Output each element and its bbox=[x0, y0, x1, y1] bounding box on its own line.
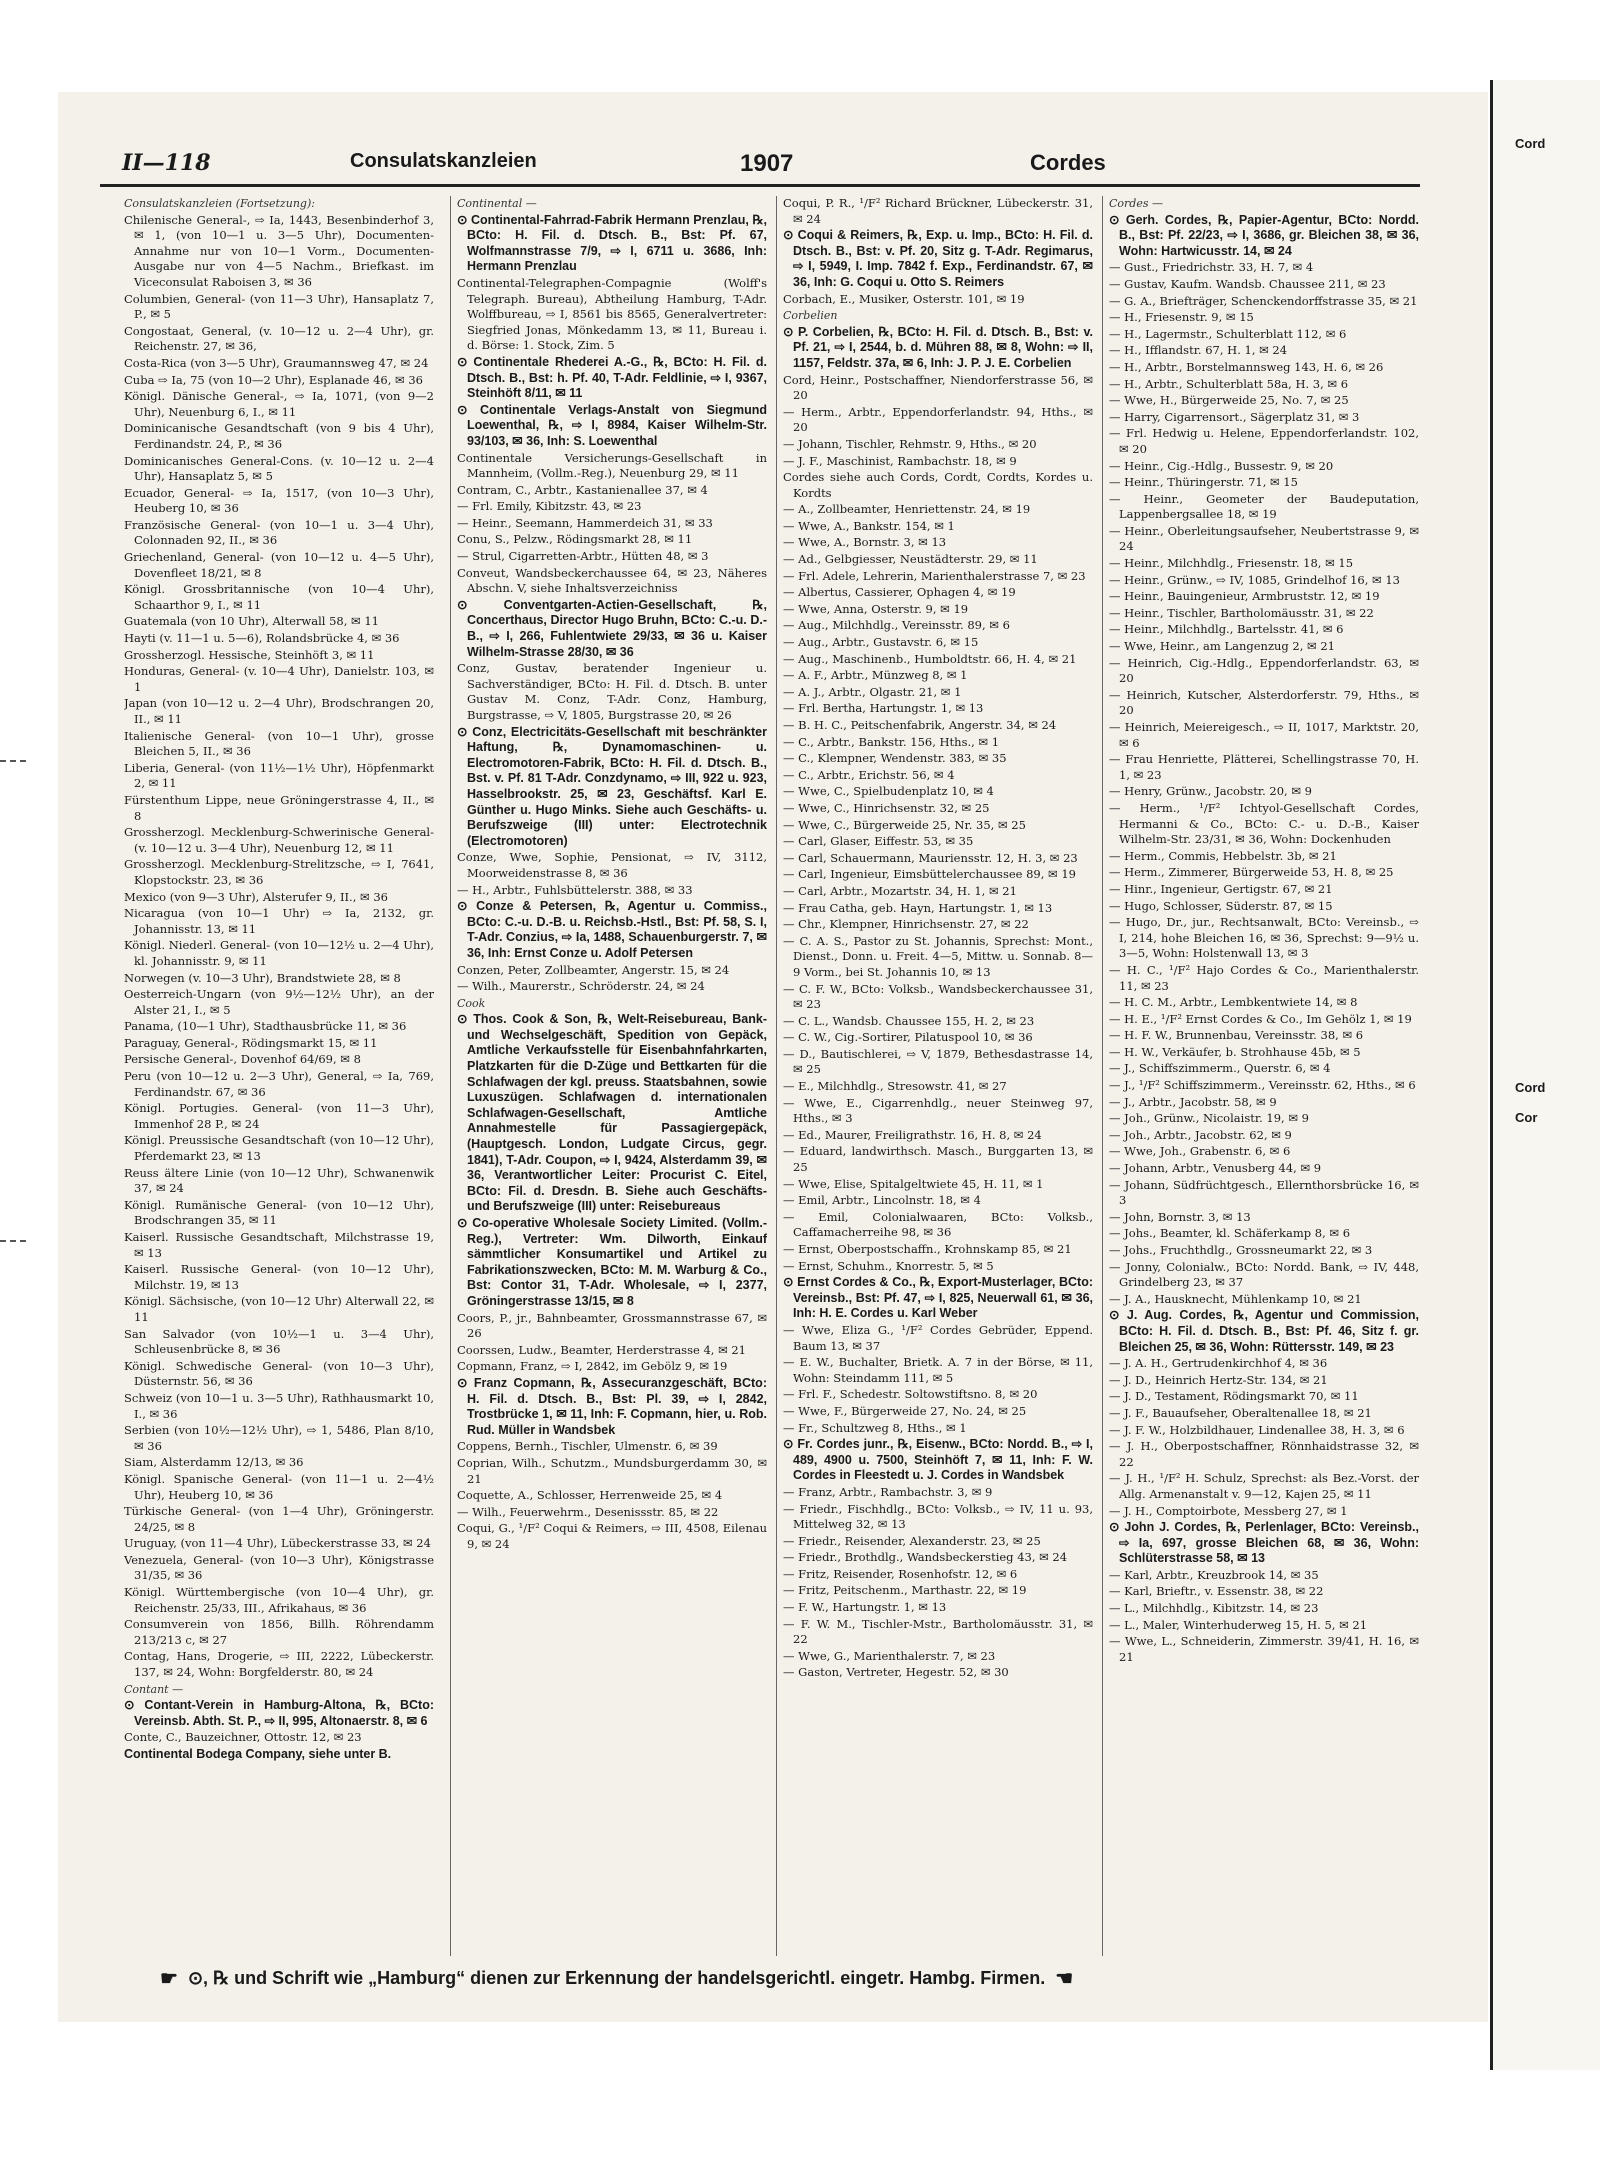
directory-entry: — H. F. W., Brunnenbau, Vereinsstr. 38, ✉ 6 bbox=[1109, 1028, 1364, 1043]
directory-entry: Fürstenthum Lippe, neue Gröningerstrasse 4, II., ✉ 8 bbox=[124, 792, 434, 823]
page-footer bbox=[160, 1963, 1410, 1993]
directory-entry: Peru (von 10—12 u. 2—3 Uhr), General, ⇨ Ia, 769, Ferdinandstr. 67, ✉ 36 bbox=[124, 1069, 434, 1099]
directory-entry: — H., Arbtr., Fuhlsbüttelerstr. 388, ✉ 33 bbox=[457, 882, 693, 897]
directory-entry: — Heinr., Thüringerstr. 71, ✉ 15 bbox=[1109, 475, 1298, 490]
directory-entry: — Wwe, H., Bürgerweide 25, No. 7, ✉ 25 bbox=[1109, 393, 1349, 408]
directory-entry: — Frl. F., Schedestr. Soltowstiftsno. 8, ✉ 20 bbox=[783, 1387, 1038, 1402]
directory-entry: — Frl. Hedwig u. Helene, Eppendorferlandstr. 102, ✉ 20 bbox=[1109, 426, 1419, 456]
pointing-hand-icon: ☛ bbox=[160, 1967, 178, 1990]
section-heading: Cordes — bbox=[1109, 197, 1163, 210]
section-heading: Corbelien bbox=[783, 309, 838, 323]
directory-entry: — Wilh., Maurerstr., Schröderstr. 24, ✉ 24 bbox=[457, 979, 705, 994]
directory-entry: Liberia, General- (von 11½—1½ Uhr), Höpfenmarkt 2, ✉ 11 bbox=[124, 760, 434, 791]
firm-entry: ⊙ Gerh. Cordes, ℞, Papier-Agentur, BCto: Nordd. B., Bst: Pf. 22/23, ⇨ I, 3686, gr. Bleichen 38, ✉ 36, Wohn: Hartwicusstr. 14, ✉ 24 bbox=[1109, 212, 1419, 258]
pointing-hand-icon: ☚ bbox=[1055, 1967, 1074, 1990]
directory-entry: — Fritz, Reisender, Rosenhofstr. 12, ✉ 6 bbox=[783, 1566, 1018, 1581]
page-header bbox=[100, 150, 1420, 187]
firm-entry: ⊙ Continental-Fahrrad-Fabrik Hermann Prenzlau, ℞, BCto: H. Fil. d. Dtsch. B., Bst: Pf. 67, Wolfmannstrasse 7/9, ⇨ I, 6711 u. 3686, Inh: Hermann Prenzlau bbox=[457, 212, 767, 274]
directory-entry: — C., Klempner, Wendenstr. 383, ✉ 35 bbox=[783, 751, 1007, 766]
directory-entry: Guatemala (von 10 Uhr), Alterwall 58, ✉ 11 bbox=[124, 614, 379, 629]
directory-entry: — H., Ifflandstr. 67, H. 1, ✉ 24 bbox=[1109, 343, 1288, 358]
directory-entry: — Johann, Tischler, Rehmstr. 9, Hths., ✉ 20 bbox=[783, 436, 1037, 451]
directory-entry: — Harry, Cigarrensort., Sägerplatz 31, ✉ 3 bbox=[1109, 409, 1360, 424]
directory-entry: Mexico (von 9—3 Uhr), Alsterufer 9, II., ✉ 36 bbox=[124, 889, 388, 904]
firm-entry: ⊙ Continentale Rhederei A.-G., ℞, BCto: H. Fil. d. Dtsch. B., Bst: h. Pf. 40, T-Adr. Feldlinie, ⇨ I, 9367, Steinhöft 8/11, ✉ 11 bbox=[457, 354, 767, 401]
firm-entry: ⊙ Thos. Cook & Son, ℞, Welt-Reisebureau, Bank- und Wechselgeschäft, Spedition von Gepäck, Amtliche Verkaufsstelle für Eisenbahnfahrkarten, Platzkarten für die D-Züge und Bettkarten für die Schlafwagen der kgl. preuss. Staatsbahnen, sowie Luxuszügen. Schlafwagen d. internationalen Schlafwagen-Gesellschaft, Amtliche Annahmestelle für Passagiergepäck, (Hauptgesch. London, Ludgate Circus, gegr. 1841), T-Adr. Coupon, ⇨ I, 9424, Alsterdamm 39, ✉ 36, Verantwortlicher Leiter: Procurist C. Eitel, BCto: Fil. d. Dresdn. B. Siehe auch Geschäfts- und Berufszweige (III) unter: Reisebureaus bbox=[457, 1012, 767, 1214]
directory-entry: Continental-Telegraphen-Compagnie (Wolff's Telegraph. Bureau), Abtheilung Hamburg, T-Adr. Wolffbureau, ⇨ I, 8561 bis 8565, Generalvertreter: Siegfried Jonas, Mönkedamm 13, ✉ 11, Bureau i. d. Börse: 1. Stock, Zim. 5 bbox=[457, 275, 767, 353]
directory-entry: Dominicanisches General-Cons. (v. 10—12 u. 2—4 Uhr), Hansaplatz 5, ✉ 5 bbox=[124, 453, 434, 484]
directory-entry: — Emil, Colonialwaaren, BCto: Volksb., Caffamacherreihe 98, ✉ 36 bbox=[783, 1209, 1093, 1240]
directory-entry: — Aug., Maschinenb., Humboldtstr. 66, H. 4, ✉ 21 bbox=[783, 651, 1077, 666]
directory-entry: Honduras, General- (v. 10—4 Uhr), Danielstr. 103, ✉ 1 bbox=[124, 664, 434, 694]
directory-entry: Königl. Rumänische General- (von 10—12 Uhr), Brodschrangen 35, ✉ 11 bbox=[124, 1197, 434, 1228]
directory-entry: Siam, Alsterdamm 12/13, ✉ 36 bbox=[124, 1455, 304, 1470]
column-2 bbox=[450, 196, 767, 1956]
year: 1907 bbox=[740, 150, 794, 177]
directory-entry: — Ernst, Oberpostschaffn., Krohnskamp 85, ✉ 21 bbox=[783, 1242, 1072, 1256]
directory-entry: — Wwe, Heinr., am Langenzug 2, ✉ 21 bbox=[1109, 639, 1335, 654]
directory-entry: — Heinr., Geometer der Baudeputation, Lappenbergsallee 18, ✉ 19 bbox=[1109, 491, 1419, 522]
directory-entry: — Franz, Arbtr., Rambachstr. 3, ✉ 9 bbox=[783, 1484, 993, 1499]
directory-entry: Venezuela, General- (von 10—3 Uhr), Königstrasse 31/35, ✉ 36 bbox=[124, 1552, 434, 1583]
directory-entry: — L., Maler, Winterhuderweg 15, H. 5, ✉ 21 bbox=[1109, 1617, 1368, 1632]
directory-entry: — Strul, Cigarretten-Arbtr., Hütten 48, ✉ 3 bbox=[457, 549, 709, 564]
directory-entry: Königl. Schwedische General- (von 10—3 Uhr), Düsternstr. 56, ✉ 36 bbox=[124, 1358, 434, 1389]
directory-entry: — G. A., Briefträger, Schenckendorffstrasse 35, ✉ 21 bbox=[1109, 293, 1418, 308]
directory-entry: — C., Arbtr., Erichstr. 56, ✉ 4 bbox=[783, 767, 955, 782]
directory-entry: — Henry, Grünw., Jacobstr. 20, ✉ 9 bbox=[1109, 784, 1312, 799]
directory-entry: — C. F. W., BCto: Volksb., Wandsbeckerchaussee 31, ✉ 23 bbox=[783, 981, 1093, 1012]
directory-entry: Consumverein von 1856, Billh. Röhrendamm 213/213 c, ✉ 27 bbox=[124, 1617, 434, 1647]
directory-entry: — C. A. S., Pastor zu St. Johannis, Sprechst: Mont., Dienst., Donn. u. Freit. 4—5, Mittw. u. Sonnab. 8—9 Vorm., bei St. Johannis 10, ✉ 13 bbox=[783, 933, 1093, 979]
directory-entry: Königl. Preussische Gesandtschaft (von 10—12 Uhr), Pferdemarkt 23, ✉ 13 bbox=[124, 1133, 434, 1164]
directory-entry: Contag, Hans, Drogerie, ⇨ III, 2222, Lübeckerstr. 137, ✉ 24, Wohn: Borgfelderstr. 80, ✉ 24 bbox=[124, 1649, 434, 1680]
directory-entry: — Johann, Arbtr., Venusberg 44, ✉ 9 bbox=[1109, 1161, 1322, 1176]
directory-entry: Persische General-, Dovenhof 64/69, ✉ 8 bbox=[124, 1052, 361, 1067]
directory-entry: — J. F., Bauaufseher, Oberaltenallee 18, ✉ 21 bbox=[1109, 1405, 1372, 1420]
directory-entry: Schweiz (von 10—1 u. 3—5 Uhr), Rathhausmarkt 10, I., ✉ 36 bbox=[124, 1390, 434, 1421]
directory-entry: Serbien (von 10½—12½ Uhr), ⇨ 1, 5486, Plan 8/10, ✉ 36 bbox=[124, 1423, 434, 1453]
directory-entry: — Heinr., Tischler, Bartholomäusstr. 31, ✉ 22 bbox=[1109, 605, 1374, 620]
directory-entry: — Ernst, Schuhm., Knorrestr. 5, ✉ 5 bbox=[783, 1258, 994, 1273]
directory-entry: — J. D., Testament, Rödingsmarkt 70, ✉ 11 bbox=[1109, 1389, 1359, 1404]
directory-entry: — Carl, Arbtr., Mozartstr. 34, H. 1, ✉ 21 bbox=[783, 883, 1017, 898]
directory-entry: — Ad., Gelbgiesser, Neustädterstr. 29, ✉ 11 bbox=[783, 552, 1038, 567]
directory-entry: — C. L., Wandsb. Chaussee 155, H. 2, ✉ 23 bbox=[783, 1013, 1035, 1028]
directory-entry: — F. W. M., Tischler-Mstr., Bartholomäusstr. 31, ✉ 22 bbox=[783, 1616, 1093, 1647]
directory-entry: — Fr., Schultzweg 8, Hths., ✉ 1 bbox=[783, 1420, 967, 1435]
directory-entry: Kaiserl. Russische Gesandtschaft, Milchstrasse 19, ✉ 13 bbox=[124, 1230, 434, 1260]
directory-entry: — Karl, Arbtr., Kreuzbrook 14, ✉ 35 bbox=[1109, 1567, 1319, 1582]
directory-entry: — Eduard, landwirthsch. Masch., Burggarten 13, ✉ 25 bbox=[783, 1144, 1093, 1175]
directory-entry: — H. W., Verkäufer, b. Strohhause 45b, ✉ 5 bbox=[1109, 1044, 1361, 1059]
directory-entry: Königl. Portugies. General- (von 11—3 Uhr), Immenhof 28 P., ✉ 24 bbox=[124, 1101, 434, 1131]
directory-entry: Türkische General- (von 1—4 Uhr), Gröningerstr. 24/25, ✉ 8 bbox=[124, 1504, 434, 1534]
directory-entry: — J. H., ¹/F² H. Schulz, Sprechst: als Bez.-Vorst. der Allg. Armenanstalt v. 9—12, Kajen 25, ✉ 11 bbox=[1109, 1471, 1419, 1501]
directory-entry: Conzen, Peter, Zollbeamter, Angerstr. 15, ✉ 24 bbox=[457, 962, 730, 977]
directory-entry: — Wwe, A., Bankstr. 154, ✉ 1 bbox=[783, 518, 955, 533]
directory-entry: Japan (von 10—12 u. 2—4 Uhr), Brodschrangen 20, II., ✉ 11 bbox=[124, 696, 434, 726]
page-number: II—118 bbox=[122, 150, 211, 176]
directory-entry: Französische General- (von 10—1 u. 3—4 Uhr), Colonnaden 92, II., ✉ 36 bbox=[124, 517, 434, 548]
section-heading: Cook bbox=[457, 996, 486, 1010]
firm-entry: ⊙ Coqui & Reimers, ℞, Exp. u. Imp., BCto: H. Fil. d. Dtsch. B., Bst: v. Pf. 20, Sitz g. T-Adr. Regimarus, ⇨ I, 5949, I. Imp. 7842 f. Exp., Ferdinandstr. 67, ✉ 36, Inh: G. Coqui u. Otto S. Reimers bbox=[783, 228, 1093, 289]
directory-entry: — J., ¹/F² Schiffszimmerm., Vereinsstr. 62, Hths., ✉ 6 bbox=[1109, 1078, 1416, 1093]
directory-entry: — Herm., ¹/F² Ichtyol-Gesellschaft Cordes, Hermanni & Co., BCto: C.- u. D.-B., Kaiser Wilhelm-Str. 23/31, ✉ 36, Wohn: Dockenhuden bbox=[1109, 800, 1419, 847]
margin-mark bbox=[0, 760, 26, 764]
directory-entry: — Frau Henriette, Plätterei, Schellingstrasse 70, H. 1, ✉ 23 bbox=[1109, 752, 1419, 782]
directory-entry: — A., Zollbeamter, Henriettenstr. 24, ✉ 19 bbox=[783, 502, 1031, 517]
directory-entry: — Friedr., Brothdlg., Wandsbeckerstieg 43, ✉ 24 bbox=[783, 1550, 1068, 1565]
directory-entry: — Gaston, Vertreter, Hegestr. 52, ✉ 30 bbox=[783, 1665, 1009, 1680]
directory-entry: — Wwe, C., Hinrichsenstr. 32, ✉ 25 bbox=[783, 800, 990, 815]
directory-entry: — J., Arbtr., Jacobstr. 58, ✉ 9 bbox=[1109, 1094, 1277, 1109]
directory-entry: Corbach, E., Musiker, Osterstr. 101, ✉ 19 bbox=[783, 291, 1025, 306]
directory-entry: — J. H., Comptoirbote, Messberg 27, ✉ 1 bbox=[1109, 1503, 1348, 1518]
directory-entry: Grossherzogl. Mecklenburg-Strelitzsche, ⇨ I, 7641, Klopstockstr. 23, ✉ 36 bbox=[124, 857, 434, 887]
section-heading: Contant — bbox=[124, 1682, 184, 1696]
directory-entry: — Wwe, L., Schneiderin, Zimmerstr. 39/41, H. 16, ✉ 21 bbox=[1109, 1634, 1419, 1664]
directory-entry: — Frl. Bertha, Hartungstr. 1, ✉ 13 bbox=[783, 701, 984, 716]
directory-entry: — Ed., Maurer, Freiligrathstr. 16, H. 8, ✉ 24 bbox=[783, 1127, 1042, 1142]
directory-entry: — Heinr., Milchhdlg., Friesenstr. 18, ✉ 15 bbox=[1109, 556, 1354, 571]
directory-entry: — A. F., Arbtr., Münzweg 8, ✉ 1 bbox=[783, 668, 968, 683]
directory-entry: — Chr., Klempner, Hinrichsenstr. 27, ✉ 22 bbox=[783, 917, 1029, 932]
directory-entry: Coqui, P. R., ¹/F² Richard Brückner, Lübeckerstr. 31, ✉ 24 bbox=[783, 196, 1093, 226]
directory-entry: — Wwe, E., Cigarrenhdlg., neuer Steinweg 97, Hths., ✉ 3 bbox=[783, 1095, 1093, 1126]
directory-entry: Grossherzogl. Hessische, Steinhöft 3, ✉ 11 bbox=[124, 647, 375, 662]
directory-entry: — John, Bornstr. 3, ✉ 13 bbox=[1109, 1209, 1251, 1224]
firm-entry: ⊙ Fr. Cordes junr., ℞, Eisenw., BCto: Nordd. B., ⇨ I, 489, 4900 u. 7500, Steinhöft 7, ✉ 11, Inh: F. W. Cordes in Fleestedt u. J. Cordes in Wandsbek bbox=[783, 1437, 1093, 1483]
directory-entry: — J. H., Oberpostschaffner, Rönnhaidstrasse 32, ✉ 22 bbox=[1109, 1439, 1419, 1469]
directory-entry: — Wwe, Eliza G., ¹/F² Cordes Gebrüder, Eppend. Baum 13, ✉ 37 bbox=[783, 1322, 1093, 1353]
directory-entry: — Emil, Arbtr., Lincolnstr. 18, ✉ 4 bbox=[783, 1193, 981, 1208]
directory-entry: — Frau Catha, geb. Hayn, Hartungstr. 1, ✉ 13 bbox=[783, 900, 1053, 915]
directory-entry: Coorssen, Ludw., Beamter, Herderstrasse 4, ✉ 21 bbox=[457, 1342, 746, 1357]
directory-entry: — Carl, Ingenieur, Eimsbüttelerchaussee 89, ✉ 19 bbox=[783, 867, 1076, 882]
directory-entry: — Carl, Schauermann, Mauriensstr. 12, H. 3, ✉ 23 bbox=[783, 850, 1078, 865]
directory-entry: Congostaat, General, (v. 10—12 u. 2—4 Uhr), gr. Reichenstr. 27, ✉ 36, bbox=[124, 323, 434, 354]
column-4 bbox=[1102, 196, 1419, 1956]
directory-entry: — E., Milchhdlg., Stresowstr. 41, ✉ 27 bbox=[783, 1079, 1007, 1094]
directory-entry: — Heinr., Grünw., ⇨ IV, 1085, Grindelhof 16, ✉ 13 bbox=[1109, 572, 1400, 587]
directory-entry: Cord, Heinr., Postschaffner, Niendorferstrasse 56, ✉ 20 bbox=[783, 372, 1093, 403]
directory-entry: Conz, Gustav, beratender Ingenieur u. Sachverständiger, BCto: H. Fil. d. Dtsch. B. unter Gustav M. Conz, T-Adr. Conz, Hamburg, Burgstrasse, ⇨ V, 1805, Burgstrasse 20, ✉ 26 bbox=[457, 661, 767, 722]
directory-entry: — Fritz, Peitschenm., Marthastr. 22, ✉ 19 bbox=[783, 1583, 1027, 1598]
directory-entry: — Joh., Arbtr., Jacobstr. 62, ✉ 9 bbox=[1109, 1127, 1292, 1142]
directory-entry: Nicaragua (von 10—1 Uhr) ⇨ Ia, 2132, gr. Johannisstr. 13, ✉ 11 bbox=[124, 906, 434, 936]
directory-entry: — J. D., Heinrich Hertz-Str. 134, ✉ 21 bbox=[1109, 1372, 1328, 1387]
directory-entry: — D., Bautischlerei, ⇨ V, 1879, Bethesdastrasse 14, ✉ 25 bbox=[783, 1046, 1093, 1077]
directory-entry: Copmann, Franz, ⇨ I, 2842, im Gebölz 9, ✉ 19 bbox=[457, 1359, 728, 1374]
directory-entry: — Wwe, Elise, Spitalgeltwiete 45, H. 11, ✉ 1 bbox=[783, 1176, 1044, 1191]
directory-entry: — F. W., Hartungstr. 1, ✉ 13 bbox=[783, 1600, 947, 1615]
firm-entry: ⊙ Ernst Cordes & Co., ℞, Export-Musterlager, BCto: Vereinsb., Bst: Pf. 47, ⇨ I, 825, Neuerwall 61, ✉ 36, Inh: H. E. Cordes u. Karl Weber bbox=[783, 1275, 1093, 1321]
directory-entry: Königl. Württembergische (von 10—4 Uhr), gr. Reichenstr. 25/33, III., Afrikahaus, ✉ 36 bbox=[124, 1585, 434, 1615]
column-1 bbox=[124, 196, 434, 1956]
adjacent-page-edge bbox=[1490, 80, 1600, 2070]
directory-entry: Königl. Dänische General-, ⇨ Ia, 1071, (von 9—2 Uhr), Neuenburg 6, I., ✉ 11 bbox=[124, 389, 434, 419]
directory-entry: — Jonny, Colonialw., BCto: Nordd. Bank, ⇨ IV, 448, Grindelberg 23, ✉ 37 bbox=[1109, 1259, 1419, 1290]
directory-entry: — Heinr., Oberleitungsaufseher, Neubertstrasse 9, ✉ 24 bbox=[1109, 523, 1419, 554]
directory-entry: — Heinr., Bauingenieur, Armbruststr. 12, ✉ 19 bbox=[1109, 589, 1380, 604]
directory-entry: — Johann, Südfrüchtgesch., Ellernthorsbrücke 16, ✉ 3 bbox=[1109, 1177, 1419, 1208]
directory-entry: — Herm., Commis, Hebbelstr. 3b, ✉ 21 bbox=[1109, 848, 1337, 863]
directory-entry: — J. F. W., Holzbildhauer, Lindenallee 38, H. 3, ✉ 6 bbox=[1109, 1422, 1405, 1437]
directory-entry: — H., Lagermstr., Schulterblatt 112, ✉ 6 bbox=[1109, 326, 1347, 341]
adjacent-page-heading: Cord bbox=[1515, 136, 1546, 151]
directory-entry: — Frl. Adele, Lehrerin, Marienthalerstrasse 7, ✉ 23 bbox=[783, 568, 1086, 583]
directory-entry: — Heinrich, Cig.-Hdlg., Eppendorferlandstr. 63, ✉ 20 bbox=[1109, 655, 1419, 686]
directory-entry: — Gustav, Kaufm. Wandsb. Chaussee 211, ✉ 23 bbox=[1109, 276, 1386, 291]
directory-entry: Coppens, Bernh., Tischler, Ulmenstr. 6, ✉ 39 bbox=[457, 1439, 718, 1454]
directory-entry: — Wwe, G., Marienthalerstr. 7, ✉ 23 bbox=[783, 1648, 996, 1663]
directory-entry: — H. C. M., Arbtr., Lembkentwiete 14, ✉ 8 bbox=[1109, 995, 1358, 1010]
directory-entry: — Hugo, Schlosser, Süderstr. 87, ✉ 15 bbox=[1109, 898, 1333, 913]
directory-entry: Continentale Versicherungs-Gesellschaft in Mannheim, (Vollm.-Reg.), Neuenburg 29, ✉ 11 bbox=[457, 450, 767, 481]
directory-entry: — H. C., ¹/F² Hajo Cordes & Co., Marienthalerstr. 11, ✉ 23 bbox=[1109, 962, 1419, 993]
directory-entry: — Carl, Glaser, Eiffestr. 53, ✉ 35 bbox=[783, 834, 974, 849]
directory-entry: Chilenische General-, ⇨ Ia, 1443, Besenbinderhof 3, ✉ 1, (von 10—1 u. 3—5 Uhr), Documenten-Annahme nur von 10—1 Vorm., Documenten-Ausgabe nur von 4—5 Nachm., Briefkast. im Viceconsulat Raboisen 3, ✉ 36 bbox=[124, 212, 434, 289]
directory-entry: Columbien, General- (von 11—3 Uhr), Hansaplatz 7, P., ✉ 5 bbox=[124, 291, 434, 322]
directory-entry: Conze, Wwe, Sophie, Pensionat, ⇨ IV, 3112, Moorweidenstrasse 8, ✉ 36 bbox=[457, 850, 767, 880]
directory-entry: Reuss ältere Linie (von 10—12 Uhr), Schwanenwik 37, ✉ 24 bbox=[124, 1165, 434, 1196]
section-heading: Consulatskanzleien (Fortsetzung): bbox=[124, 197, 315, 210]
adjacent-page-fragment: Cord bbox=[1515, 1080, 1546, 1095]
directory-entry: Königl. Sächsische, (von 10—12 Uhr) Alterwall 22, ✉ 11 bbox=[124, 1294, 434, 1324]
directory-entry: Costa-Rica (von 3—5 Uhr), Graumannsweg 47, ✉ 24 bbox=[124, 355, 429, 370]
directory-entry: — Heinrich, Kutscher, Alsterdorferstr. 79, Hths., ✉ 20 bbox=[1109, 687, 1419, 718]
directory-entry: — Joh., Grünw., Nicolaistr. 19, ✉ 9 bbox=[1109, 1111, 1309, 1126]
directory-entry: Königl. Niederl. General- (von 10—12½ u. 2—4 Uhr), kl. Johannisstr. 9, ✉ 11 bbox=[124, 938, 434, 968]
directory-entry: Coqui, G., ¹/F² Coqui & Reimers, ⇨ III, 4508, Eilenau 9, ✉ 24 bbox=[457, 1521, 767, 1551]
directory-entry: Italienische General- (von 10—1 Uhr), grosse Bleichen 5, II., ✉ 36 bbox=[124, 728, 434, 759]
directory-entry: — A. J., Arbtr., Olgastr. 21, ✉ 1 bbox=[783, 684, 962, 699]
firm-entry: ⊙ Franz Copmann, ℞, Assecuranzgeschäft, BCto: H. Fil. d. Dtsch. B., Bst: Pl. 39, ⇨ I, 2842, Trostbrücke 1, ✉ 11, Inh: F. Copmann, hier, u. Rob. Rud. Müller in Wandsbek bbox=[457, 1375, 767, 1437]
directory-columns bbox=[124, 196, 1420, 1956]
directory-entry: Paraguay, General-, Rödingsmarkt 15, ✉ 11 bbox=[124, 1035, 378, 1050]
directory-entry: — Albertus, Cassierer, Ophagen 4, ✉ 19 bbox=[783, 585, 1016, 600]
directory-entry: Conu, S., Pelzw., Rödingsmarkt 28, ✉ 11 bbox=[457, 532, 693, 547]
binding-marks bbox=[0, 760, 30, 1260]
directory-entry: Königl. Grossbritannische (von 10—4 Uhr), Schaarthor 9, I., ✉ 11 bbox=[124, 582, 434, 612]
directory-entry: — Wwe, C., Spielbudenplatz 10, ✉ 4 bbox=[783, 784, 994, 799]
firm-entry: ⊙ Conze & Petersen, ℞, Agentur u. Commiss., BCto: C.-u. D.-B. u. Reichsb.-Hstl., Bst: Pf. 58, S. I, T-Adr. Conzius, ⇨ Ia, 1488, Schauenburgerstr. 7, ✉ 36, Inh: Ernst Conze u. Adolf Petersen bbox=[457, 899, 767, 960]
directory-entry: — J. A., Hausknecht, Mühlenkamp 10, ✉ 21 bbox=[1109, 1291, 1362, 1306]
directory-entry: — Gust., Friedrichstr. 33, H. 7, ✉ 4 bbox=[1109, 260, 1314, 275]
directory-entry: — H. E., ¹/F² Ernst Cordes & Co., Im Gehölz 1, ✉ 19 bbox=[1109, 1011, 1412, 1026]
directory-entry: — L., Milchhdlg., Kibitzstr. 14, ✉ 23 bbox=[1109, 1601, 1319, 1616]
directory-entry: — J., Schiffszimmerm., Querstr. 6, ✉ 4 bbox=[1109, 1061, 1331, 1076]
section-title: Consulatskanzleien bbox=[350, 150, 537, 172]
firm-entry: ⊙ Co-operative Wholesale Society Limited. (Vollm.-Reg.), Vertreter: Wm. Dilworth, Einkauf sämmtlicher Konsumartikel und Artikel zu Fabrikationszwecken, BCto: M. M. Warburg & Co., Bst: Contor 31, T-Adr. Wholesale, ⇨ I, 2377, Gröningerstrasse 13/15, ✉ 8 bbox=[457, 1216, 767, 1308]
directory-entry: — Herm., Zimmerer, Bürgerweide 53, H. 8, ✉ 25 bbox=[1109, 865, 1394, 880]
directory-entry: — Aug., Milchhdlg., Vereinsstr. 89, ✉ 6 bbox=[783, 618, 1010, 633]
footer-note: ⊙, ℞ und Schrift wie „Hamburg“ dienen zur Erkennung der handelsgerichtl. eingetr. Hambg. Firmen. bbox=[187, 1967, 1046, 1988]
directory-entry: — H., Arbtr., Borstelmannsweg 143, H. 6, ✉ 26 bbox=[1109, 359, 1384, 374]
directory-entry: — Wwe, Joh., Grabenstr. 6, ✉ 6 bbox=[1109, 1144, 1291, 1159]
firm-entry: ⊙ John J. Cordes, ℞, Perlenlager, BCto: Vereinsb., ⇨ Ia, 697, grosse Bleichen 68, ✉ 36, Wohn: Schlüterstrasse 58, ✉ 13 bbox=[1109, 1520, 1419, 1566]
directory-entry: — Karl, Brieftr., v. Essenstr. 38, ✉ 22 bbox=[1109, 1584, 1324, 1599]
directory-entry: Conveut, Wandsbeckerchaussee 64, ✉ 23, Näheres Abschn. V, siehe Inhaltsverzeichniss bbox=[457, 565, 767, 596]
directory-entry: — Wwe, F., Bürgerweide 27, No. 24, ✉ 25 bbox=[783, 1403, 1027, 1418]
directory-entry: — Johs., Beamter, kl. Schäferkamp 8, ✉ 6 bbox=[1109, 1226, 1351, 1241]
directory-entry: Oesterreich-Ungarn (von 9½—12½ Uhr), an der Alster 21, I., ✉ 5 bbox=[124, 987, 434, 1017]
directory-entry: — Friedr., Reisender, Alexanderstr. 23, ✉ 25 bbox=[783, 1533, 1041, 1548]
directory-entry: — Wwe, C., Bürgerweide 25, Nr. 35, ✉ 25 bbox=[783, 817, 1026, 832]
directory-entry: — C., Arbtr., Bankstr. 156, Hths., ✉ 1 bbox=[783, 734, 1000, 749]
directory-entry: Coquette, A., Schlosser, Herrenweide 25, ✉ 4 bbox=[457, 1488, 723, 1503]
directory-entry: — Frl. Emily, Kibitzstr. 43, ✉ 23 bbox=[457, 499, 642, 514]
directory-entry: Griechenland, General- (von 10—12 u. 4—5 Uhr), Dovenfleet 18/21, ✉ 8 bbox=[124, 550, 434, 580]
directory-entry: Cordes siehe auch Cords, Cordt, Cordts, Kordes u. Kordts bbox=[783, 470, 1093, 500]
directory-entry: — Wwe, Anna, Osterstr. 9, ✉ 19 bbox=[783, 601, 969, 616]
directory-entry: — E. W., Buchalter, Brietk. A. 7 in der Börse, ✉ 11, Wohn: Steindamm 111, ✉ 5 bbox=[783, 1355, 1093, 1385]
directory-entry: — Wilh., Feuerwehrm., Desenissstr. 85, ✉ 22 bbox=[457, 1504, 719, 1519]
directory-entry: Grossherzogl. Mecklenburg-Schwerinische General- (v. 10—12 u. 3—4 Uhr), Neuenburg 12, ✉ 11 bbox=[124, 825, 434, 855]
margin-mark bbox=[0, 1240, 26, 1244]
column-3 bbox=[776, 196, 1093, 1956]
directory-entry: Coors, P., jr., Bahnbeamter, Grossmannstrasse 67, ✉ 26 bbox=[457, 1310, 767, 1341]
directory-entry: San Salvador (von 10½—1 u. 3—4 Uhr), Schleusenbrücke 8, ✉ 36 bbox=[124, 1326, 434, 1357]
section-heading: Continental — bbox=[457, 197, 537, 210]
directory-entry: — Wwe, A., Bornstr. 3, ✉ 13 bbox=[783, 535, 947, 550]
directory-entry: Hayti (v. 11—1 u. 5—6), Rolandsbrücke 4, ✉ 36 bbox=[124, 631, 400, 646]
directory-entry: — Hugo, Dr., jur., Rechtsanwalt, BCto: Vereinsb., ⇨ I, 214, hohe Bleichen 16, ✉ 36, Sprechst: 9—9½ u. 3—5, Wohn: Holstenwall 13, ✉ 3 bbox=[1109, 915, 1419, 961]
directory-entry: — Heinr., Milchhdlg., Bartelsstr. 41, ✉ 6 bbox=[1109, 622, 1344, 637]
directory-entry: — Hinr., Ingenieur, Gertigstr. 67, ✉ 21 bbox=[1109, 881, 1333, 896]
directory-entry: Cuba ⇨ Ia, 75 (von 10—2 Uhr), Esplanade 46, ✉ 36 bbox=[124, 372, 423, 387]
directory-entry: — B. H. C., Peitschenfabrik, Angerstr. 34, ✉ 24 bbox=[783, 718, 1057, 732]
directory-entry: — C. W., Cig.-Sortirer, Pilatuspool 10, ✉ 36 bbox=[783, 1030, 1033, 1045]
firm-entry: ⊙ Conz, Electricitäts-Gesellschaft mit beschränkter Haftung, ℞, Dynamomaschinen- u. Electromotoren-Fabrik, BCto: H. Fil. d. Dtsch. B., Bst. v. Pf. 81 T-Adr. Conzdynamo, ⇨ III, 922 u. 923, Hasselbrookstr. 25, ✉ 23, Geschäftsf. Karl E. Günther u. Hugo Minks. Siehe auch Geschäfts- u. Berufszweige (III) unter: Electrotechnik (Electromotoren) bbox=[457, 724, 767, 848]
directory-entry: Kaiserl. Russische General- (von 10—12 Uhr), Milchstr. 19, ✉ 13 bbox=[124, 1262, 434, 1292]
directory-entry: — Heinr., Cig.-Hdlg., Bussestr. 9, ✉ 20 bbox=[1109, 458, 1334, 473]
firm-entry: Continental Bodega Company, siehe unter B. bbox=[124, 1747, 392, 1761]
directory-entry: — Heinrich, Meiereigesch., ⇨ II, 1017, Marktstr. 20, ✉ 6 bbox=[1109, 720, 1419, 750]
firm-entry: ⊙ J. Aug. Cordes, ℞, Agentur und Commission, BCto: H. Fil. d. Dtsch. B., Bst: Pf. 46, Sitz f. gr. Bleichen 25, ✉ 36, Wohn: Rüttersstr. 149, ✉ 23 bbox=[1109, 1308, 1419, 1354]
firm-entry: ⊙ Continentale Verlags-Anstalt von Siegmund Loewenthal, ℞, ⇨ I, 8984, Kaiser Wilhelm-Str. 93/103, ✉ 36, Inh: S. Loewenthal bbox=[457, 402, 767, 448]
adjacent-page-fragment: Cor bbox=[1515, 1110, 1538, 1125]
directory-entry: Norwegen (v. 10—3 Uhr), Brandstwiete 28, ✉ 8 bbox=[124, 970, 401, 985]
directory-entry: — J. F., Maschinist, Rambachstr. 18, ✉ 9 bbox=[783, 453, 1017, 468]
directory-entry: Contram, C., Arbtr., Kastanienallee 37, ✉ 4 bbox=[457, 482, 708, 497]
directory-entry: Uruguay, (von 11—4 Uhr), Lübeckerstrasse 33, ✉ 24 bbox=[124, 1536, 431, 1551]
directory-entry: — Friedr., Fischhdlg., BCto: Volksb., ⇨ IV, 11 u. 93, Mittelweg 32, ✉ 13 bbox=[783, 1501, 1093, 1532]
directory-entry: Coprian, Wilh., Schutzm., Mundsburgerdamm 30, ✉ 21 bbox=[457, 1455, 767, 1486]
directory-entry: Conte, C., Bauzeichner, Ottostr. 12, ✉ 23 bbox=[124, 1730, 362, 1745]
directory-entry: Königl. Spanische General- (von 11—1 u. 2—4½ Uhr), Heuberg 10, ✉ 36 bbox=[124, 1471, 434, 1502]
directory-entry: — J. A. H., Gertrudenkirchhof 4, ✉ 36 bbox=[1109, 1356, 1328, 1371]
directory-entry: — H., Friesenstr. 9, ✉ 15 bbox=[1109, 310, 1254, 325]
directory-entry: — Herm., Arbtr., Eppendorferlandstr. 94, Hths., ✉ 20 bbox=[783, 404, 1093, 435]
directory-entry: — Johs., Fruchthdlg., Grossneumarkt 22, ✉ 3 bbox=[1109, 1243, 1373, 1257]
directory-entry: — H., Arbtr., Schulterblatt 58a, H. 3, ✉ 6 bbox=[1109, 376, 1349, 391]
firm-entry: ⊙ Contant-Verein in Hamburg-Altona, ℞, BCto: Vereinsb. Abth. St. P., ⇨ II, 995, Altonaerstr. 8, ✉ 6 bbox=[124, 1698, 434, 1728]
firm-entry: ⊙ Conventgarten-Actien-Gesellschaft, ℞, Concerthaus, Director Hugo Bruhn, BCto: C.-u. D.-B., ⇨ I, 266, Fuhlentwiete 29/33, ✉ 36 u. Kaiser Wilhelm-Strasse 28/30, ✉ 36 bbox=[457, 597, 767, 659]
directory-entry: Dominicanische Gesandtschaft (von 9 bis 4 Uhr), Ferdinandstr. 24, P., ✉ 36 bbox=[124, 421, 434, 451]
catchword: Cordes bbox=[1030, 150, 1106, 175]
firm-entry: ⊙ P. Corbelien, ℞, BCto: H. Fil. d. Dtsch. B., Bst: v. Pf. 21, ⇨ I, 2544, b. d. Mühren 88, ✉ 8, Wohn: ⇨ II, 1157, Feldstr. 37a, ✉ 6, Inh: J. P. J. E. Corbelien bbox=[783, 324, 1093, 370]
directory-entry: — Heinr., Seemann, Hammerdeich 31, ✉ 33 bbox=[457, 515, 713, 530]
directory-entry: — Aug., Arbtr., Gustavstr. 6, ✉ 15 bbox=[783, 635, 979, 650]
directory-entry: Ecuador, General- ⇨ Ia, 1517, (von 10—3 Uhr), Heuberg 10, ✉ 36 bbox=[124, 485, 434, 516]
directory-entry: Panama, (10—1 Uhr), Stadthausbrücke 11, ✉ 36 bbox=[124, 1019, 407, 1034]
